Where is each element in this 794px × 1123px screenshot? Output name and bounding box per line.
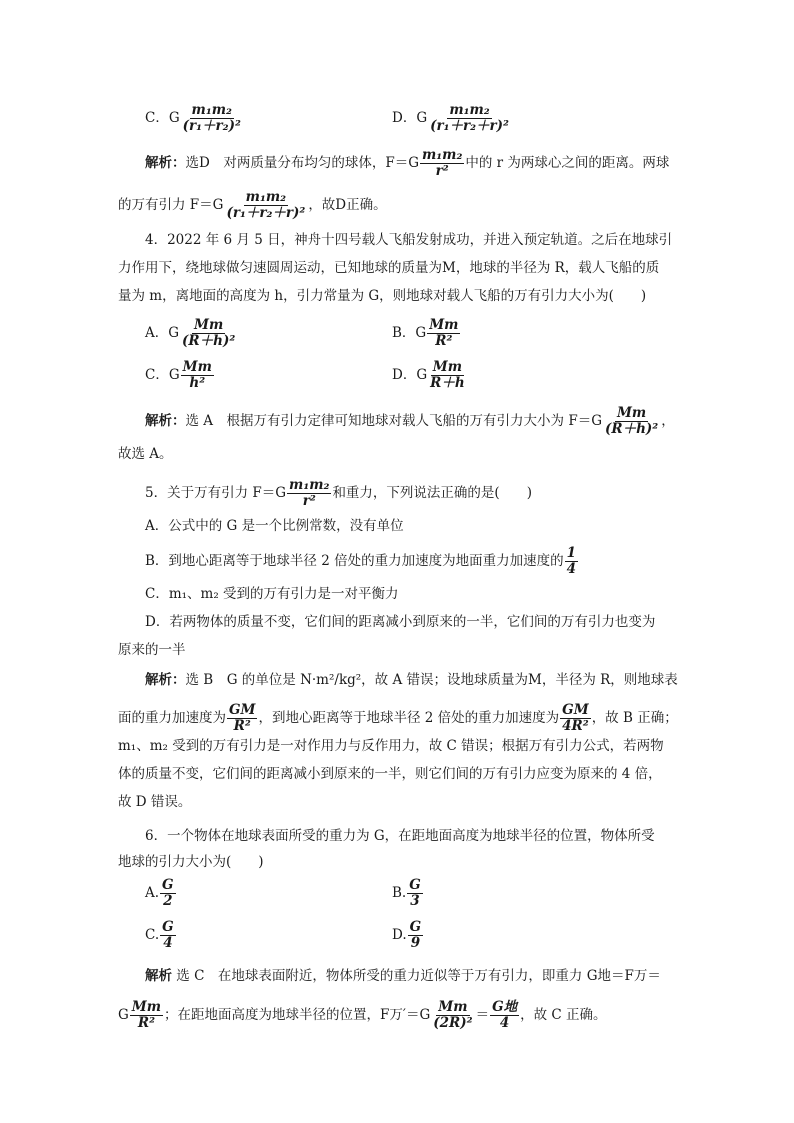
fraction	[407, 878, 423, 909]
denominator: r²	[302, 493, 316, 509]
q6-stem-line1: 6．一个物体在地球表面所受的重力为 G，在距地面高度为地球半径的位置，物体所受	[145, 828, 655, 844]
numerator: Mm	[429, 317, 459, 333]
option-label: C．G	[145, 367, 180, 383]
q4-stem-line3: 量为 m，离地面的高度为 h，引力常量为 G，则地球对载人飞船的万有引力大小为( )	[118, 288, 647, 304]
numerator: m₁m₂	[449, 102, 490, 118]
denominator: R²	[233, 718, 251, 734]
numerator: m₁m₂	[289, 477, 330, 493]
q3-answer-line2	[118, 190, 387, 221]
denominator: 9	[410, 935, 421, 951]
numerator: G	[162, 877, 174, 893]
numerator: G	[162, 919, 174, 935]
fraction	[287, 478, 331, 509]
q5-option-d-line2: 原来的一半	[118, 642, 186, 658]
numerator: 1	[566, 545, 576, 561]
q4-option-b	[392, 318, 461, 349]
fraction	[160, 878, 176, 909]
denominator: h²	[189, 375, 206, 391]
q3-option-d	[392, 103, 512, 134]
fraction	[130, 1000, 163, 1031]
q5-option-c: C．m₁、m₂ 受到的万有引力是一对平衡力	[145, 586, 399, 602]
q4-option-d	[392, 360, 468, 391]
denominator: 4R²	[562, 718, 589, 734]
q6-option-b	[392, 878, 424, 909]
denominator: 4	[566, 561, 576, 577]
denominator: 2	[163, 893, 173, 909]
text: 5．关于万有引力 F＝G	[145, 485, 287, 501]
fraction	[224, 190, 307, 221]
numerator: Mm	[131, 999, 162, 1015]
answer-label: 解析：	[145, 413, 186, 429]
fraction	[431, 1000, 474, 1031]
fraction	[181, 103, 243, 134]
denominator: 3	[410, 893, 420, 909]
q6-option-a	[145, 878, 177, 909]
q5-option-a: A．公式中的 G 是一个比例常数，没有单位	[145, 518, 404, 534]
q4-stem-line1: 4．2022 年 6 月 5 日，神舟十四号载人飞船发射成功，并进入预定轨道。之后在地球引	[145, 232, 673, 248]
fraction	[560, 703, 591, 734]
numerator: G地	[492, 999, 518, 1015]
numerator: Mm	[432, 359, 462, 375]
denominator: (R＋h)²	[604, 421, 659, 437]
q6-answer-line1	[145, 966, 661, 986]
text: ，到地心距离等于地球半径 2 倍处的重力加速度为	[258, 710, 560, 726]
text: 选 C 在地球表面附近，物体所受的重力近似等于万有引力，即重力 G地＝F万＝	[176, 968, 661, 984]
q5-answer-line3: m₁、m₂ 受到的万有引力是一对作用力与反作用力，故 C 错误；根据万有引力公式，若两物	[118, 738, 664, 754]
text: 和重力，下列说法正确的是( )	[332, 485, 532, 501]
option-label: B．G	[392, 325, 427, 341]
text: ，	[661, 413, 675, 429]
text: 选 A 根据万有引力定律可知地球对载人飞船的万有引力大小为 F＝G	[185, 413, 602, 429]
text: 中的 r 为两球心之间的距离。两球	[465, 155, 670, 171]
numerator: G	[409, 877, 421, 893]
fraction	[181, 360, 214, 391]
numerator: m₁m₂	[245, 189, 287, 205]
numerator: G	[409, 919, 422, 935]
text: 的万有引力 F＝G	[118, 197, 224, 213]
option-label: A.	[145, 885, 160, 901]
numerator: Mm	[438, 999, 468, 1015]
q4-answer-line1	[145, 406, 675, 437]
text: ＝	[475, 1007, 490, 1023]
option-label: D.	[392, 927, 407, 943]
option-label: C．G	[145, 110, 180, 126]
text: G	[118, 1007, 129, 1023]
fraction	[160, 920, 176, 951]
answer-label: 解析	[145, 968, 172, 984]
numerator: Mm	[194, 317, 224, 333]
q4-option-a	[145, 318, 238, 349]
fraction	[180, 318, 237, 349]
denominator: 4	[163, 935, 173, 951]
answer-label: 解析：	[145, 672, 186, 688]
q5-answer-line2	[118, 703, 678, 734]
fraction	[227, 703, 257, 734]
denominator: 4	[499, 1015, 510, 1031]
text: 选 B G 的单位是 N·m²/kg²，故 A 错误；设地球质量为M，半径为 R，则地球表	[185, 672, 678, 688]
numerator: m₁m₂	[191, 102, 232, 118]
fraction	[428, 360, 467, 391]
text: ，故 B 正确；	[591, 710, 678, 726]
denominator: (r₁＋r₂)²	[182, 118, 241, 134]
q4-answer-line2: 故选 A。	[118, 446, 173, 462]
q5-answer-line1	[145, 670, 678, 690]
fraction	[420, 148, 464, 179]
option-label: B.	[392, 885, 407, 901]
numerator: Mm	[182, 359, 212, 375]
fraction	[490, 1000, 519, 1031]
numerator: GM	[229, 702, 256, 718]
denominator: (R＋h)²	[182, 333, 236, 349]
denominator: R²	[137, 1015, 155, 1031]
numerator: GM	[562, 702, 589, 718]
q4-option-c	[145, 360, 215, 391]
q3-answer-line1	[145, 148, 669, 179]
denominator: R²	[435, 333, 453, 349]
q5-answer-line4: 体的质量不变，它们间的距离减小到原来的一半，则它们间的万有引力应变为原来的 4 倍，	[118, 766, 662, 782]
q5-option-b	[145, 546, 579, 577]
q5-option-d-line1: D．若两物体的质量不变，它们间的距离减小到原来的一半，它们间的万有引力也变为	[145, 614, 656, 630]
option-label: C.	[145, 927, 160, 943]
q4-stem-line2: 力作用下，绕地球做匀速圆周运动，已知地球的质量为M，地球的半径为 R，载人飞船的质	[118, 260, 660, 276]
fraction	[565, 546, 578, 577]
fraction	[428, 103, 511, 134]
text: ，故D正确。	[308, 197, 387, 213]
denominator: (r₁＋r₂＋r)²	[226, 205, 306, 221]
fraction	[603, 406, 660, 437]
answer-label: 解析：	[145, 155, 186, 171]
option-label: D．G	[392, 367, 428, 383]
text: ；在距地面高度为地球半径的位置，F万′＝G	[164, 1007, 431, 1023]
fraction	[427, 318, 460, 349]
q6-option-d	[392, 920, 424, 951]
q6-stem-line2: 地球的引力大小为( )	[118, 854, 264, 870]
text: 选D 对两质量分布均匀的球体，F＝G	[185, 155, 419, 171]
denominator: (r₁＋r₂＋r)²	[430, 118, 509, 134]
text: 面的重力加速度为	[118, 710, 226, 726]
option-label: A．G	[145, 325, 180, 341]
denominator: R＋h	[430, 375, 465, 391]
denominator: (2R)²	[433, 1015, 473, 1031]
text: ，故 C 正确。	[520, 1007, 607, 1023]
text: B．到地心距离等于地球半径 2 倍处的重力加速度为地面重力加速度的	[145, 553, 564, 569]
numerator: m₁m₂	[421, 147, 463, 163]
option-label: D．G	[392, 110, 428, 126]
q6-answer-line2	[118, 1000, 607, 1031]
fraction	[408, 920, 424, 951]
q6-option-c	[145, 920, 177, 951]
numerator: Mm	[616, 405, 647, 421]
q5-stem	[145, 478, 532, 509]
q3-option-c	[145, 103, 244, 134]
q5-answer-line5: 故 D 错误。	[118, 794, 192, 810]
denominator: r²	[435, 163, 449, 179]
